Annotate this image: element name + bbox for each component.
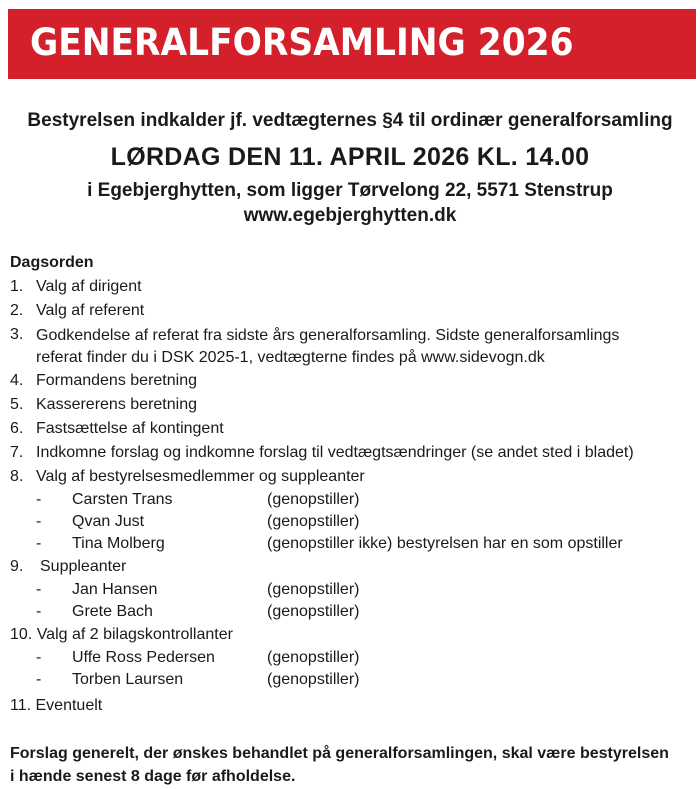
candidate-dash: - — [36, 491, 42, 508]
agenda-item-number: 4. — [10, 372, 24, 389]
agenda-item-text: 10. Valg af 2 bilagskontrollanter — [10, 626, 233, 643]
candidate-status: (genopstiller ikke) bestyrelsen har en som opstiller — [267, 535, 623, 552]
agenda-item-number: 1. — [10, 278, 24, 295]
candidate-name: Grete Bach — [72, 603, 153, 620]
candidate-row — [10, 533, 695, 555]
candidate-row — [10, 647, 695, 669]
agenda-item — [10, 465, 695, 489]
agenda-item — [10, 623, 695, 647]
candidate-name: Uffe Ross Pedersen — [72, 649, 215, 666]
agenda-item — [10, 555, 695, 579]
candidate-status: (genopstiller) — [267, 513, 360, 530]
candidate-dash: - — [36, 649, 42, 666]
candidate-name: Tina Molberg — [72, 535, 165, 552]
agenda-item-text: Godkendelse af referat fra sidste års generalforsamling. Sidste generalforsamlings — [36, 327, 620, 344]
candidate-row — [10, 511, 695, 533]
agenda-item-text: Formandens beretning — [36, 372, 197, 389]
agenda-item — [10, 299, 695, 323]
agenda-item-text: Kassererens beretning — [36, 396, 197, 413]
candidate-row — [10, 489, 695, 511]
candidate-name: Torben Laursen — [72, 671, 184, 688]
agenda-item — [10, 417, 695, 441]
candidate-row — [10, 601, 695, 623]
candidate-row — [10, 579, 695, 601]
website-link[interactable]: www.egebjerghytten.dk — [243, 205, 457, 226]
candidate-dash: - — [36, 581, 42, 598]
agenda-item — [10, 694, 695, 718]
candidate-status: (genopstiller) — [267, 491, 360, 508]
footer-note — [10, 742, 695, 788]
agenda-item-text: Valg af referent — [36, 302, 145, 319]
page-title: GENERALFORSAMLING 2026 — [30, 21, 574, 64]
agenda-item-number: 3. — [10, 326, 24, 343]
agenda-item — [10, 275, 695, 299]
candidate-name: Qvan Just — [72, 513, 145, 530]
header-banner — [8, 9, 696, 79]
agenda-heading: Dagsorden — [10, 254, 94, 271]
candidate-name: Jan Hansen — [72, 581, 158, 598]
agenda-item-number: 7. — [10, 444, 24, 461]
agenda-item-text: 11. Eventuelt — [10, 697, 103, 714]
agenda-item-number: 2. — [10, 302, 24, 319]
agenda-item-number: 5. — [10, 396, 24, 413]
agenda-item — [10, 393, 695, 417]
meeting-venue: i Egebjerghytten, som ligger Tørvelong 22, 5571 Stenstrup — [87, 180, 613, 201]
agenda-item — [10, 369, 695, 393]
candidate-dash: - — [36, 535, 42, 552]
agenda-item-text: Valg af bestyrelsesmedlemmer og suppleanter — [36, 468, 365, 485]
agenda-item-text: referat finder du i DSK 2025-1, vedtægterne findes på www.sidevogn.dk — [36, 349, 545, 366]
candidate-dash: - — [36, 671, 42, 688]
agenda-item-text: Suppleanter — [40, 558, 127, 575]
footer-line: Forslag generelt, der ønskes behandlet på generalforsamlingen, skal være bestyrelsen — [10, 745, 669, 762]
candidate-dash: - — [36, 513, 42, 530]
agenda-item-text: Valg af dirigent — [36, 278, 142, 295]
candidate-status: (genopstiller) — [267, 581, 360, 598]
candidate-dash: - — [36, 603, 42, 620]
agenda-item — [10, 323, 695, 369]
agenda — [10, 251, 695, 718]
meeting-date: LØRDAG DEN 11. APRIL 2026 KL. 14.00 — [110, 143, 590, 171]
agenda-item — [10, 441, 695, 465]
candidate-row — [10, 669, 695, 691]
candidate-status: (genopstiller) — [267, 671, 360, 688]
candidate-name: Carsten Trans — [72, 491, 173, 508]
candidate-status: (genopstiller) — [267, 603, 360, 620]
agenda-item-text: Indkomne forslag og indkomne forslag til vedtægtsændringer (se andet sted i bladet) — [36, 444, 634, 461]
footer-line: i hænde senest 8 dage før afholdelse. — [10, 768, 296, 785]
intro-text: Bestyrelsen indkalder jf. vedtægternes §4 til ordinær generalforsamling — [27, 110, 673, 131]
agenda-item-number: 8. — [10, 468, 24, 485]
agenda-item-text: Fastsættelse af kontingent — [36, 420, 224, 437]
candidate-status: (genopstiller) — [267, 649, 360, 666]
agenda-item-number: 6. — [10, 420, 24, 437]
agenda-item-number: 9. — [10, 558, 24, 575]
